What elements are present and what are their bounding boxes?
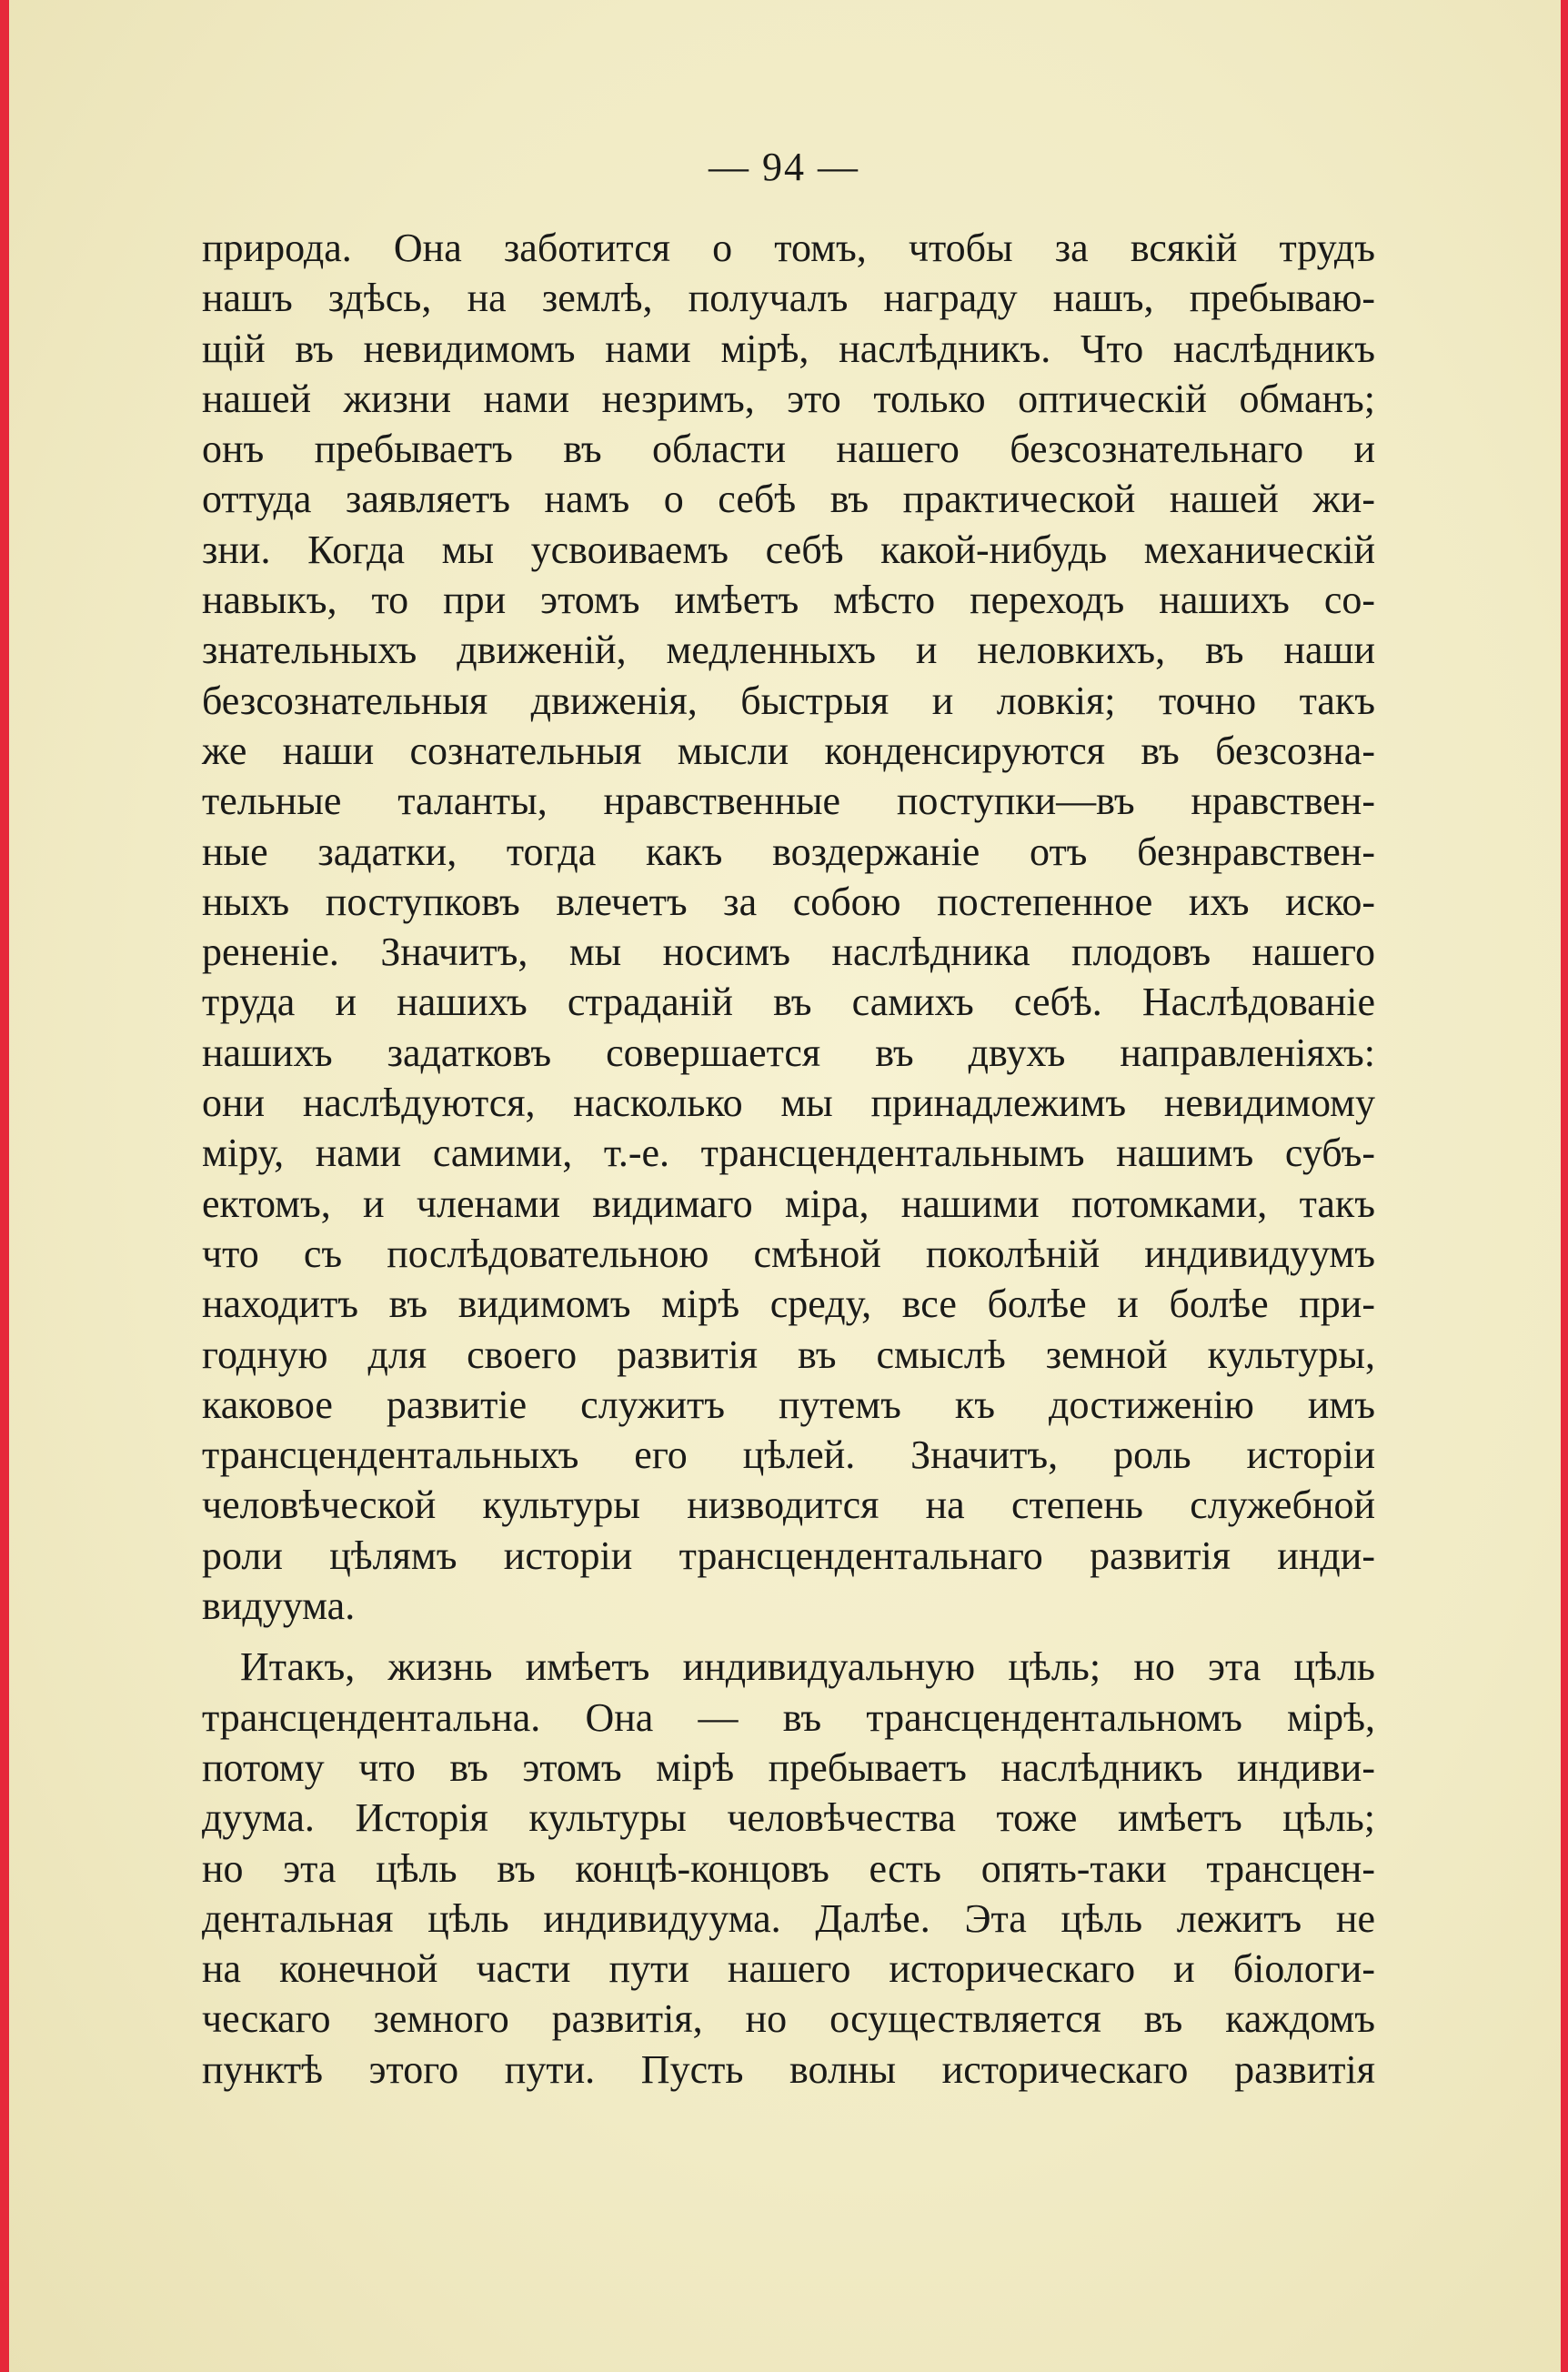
text-line: дуума. Исторія культуры человѣчества тоже имѣетъ цѣль;: [202, 1795, 1375, 1841]
text-line: нашихъ задатковъ совершается въ двухъ направленіяхъ:: [202, 1030, 1375, 1075]
text-line: трансцендентальна. Она — въ трансцендентальномъ мірѣ,: [202, 1694, 1375, 1740]
text-line: пунктѣ этого пути. Пусть волны историческаго развитія: [202, 2046, 1375, 2092]
text-line: нашей жизни нами незримъ, это только оптическій обманъ;: [202, 376, 1375, 421]
text-line: ныхъ поступковъ влечетъ за собою постепенное ихъ иско-: [202, 879, 1375, 924]
page-edge-right: [1561, 0, 1568, 2372]
text-line: тельные таланты, нравственные поступки—въ нравствен-: [202, 779, 1375, 824]
text-line: нашъ здѣсь, на землѣ, получалъ награду нашъ, пребываю-: [202, 276, 1375, 321]
text-line: роли цѣлямъ исторіи трансцендентальнаго развитія инди-: [202, 1533, 1375, 1578]
paragraph-gap: [202, 1631, 1375, 1642]
body-text: [202, 223, 1375, 2095]
text-line: трансцендентальныхъ его цѣлей. Значитъ, роль исторіи: [202, 1432, 1375, 1478]
text-line: человѣческой культуры низводится на степень служебной: [202, 1482, 1375, 1528]
text-line: онъ пребываетъ въ области нашего безсознательнаго и: [202, 427, 1375, 472]
text-line: природа. Она заботится о томъ, чтобы за всякій трудъ: [202, 226, 1375, 270]
text-line: ческаго земного развитія, но осуществляется въ каждомъ: [202, 1996, 1375, 2042]
text-line: ные задатки, тогда какъ воздержаніе отъ безнравствен-: [202, 829, 1375, 874]
text-line: Итакъ, жизнь имѣетъ индивидуальную цѣль; но эта цѣль: [240, 1644, 1375, 1690]
text-line: они наслѣдуются, насколько мы принадлежимъ невидимому: [202, 1080, 1375, 1126]
text-line: безсознательныя движенія, быстрыя и ловкія; точно такъ: [202, 678, 1375, 723]
text-line: оттуда заявляетъ намъ о себѣ въ практической нашей жи-: [202, 477, 1375, 522]
text-line: видуума.: [202, 1583, 356, 1629]
text-line: находитъ въ видимомъ мірѣ среду, все болѣе и болѣе при-: [202, 1281, 1375, 1327]
text-line: потому что въ этомъ мірѣ пребываетъ наслѣдникъ индиви-: [202, 1744, 1375, 1790]
text-line: ектомъ, и членами видимаго міра, нашими потомками, такъ: [202, 1181, 1375, 1226]
text-line: что съ послѣдовательною смѣной поколѣній индивидуумъ: [202, 1231, 1375, 1276]
text-line: дентальная цѣль индивидуума. Далѣе. Эта цѣль лежитъ не: [202, 1895, 1375, 1941]
page-edge-left: [0, 0, 9, 2372]
text-line: каковое развитіе служитъ путемъ къ достиженію имъ: [202, 1382, 1375, 1427]
text-line: знательныхъ движеній, медленныхъ и неловкихъ, въ наши: [202, 628, 1375, 673]
text-line: годную для своего развитія въ смыслѣ земной культуры,: [202, 1332, 1375, 1377]
text-line: рененіе. Значитъ, мы носимъ наслѣдника плодовъ нашего: [202, 930, 1375, 975]
text-line: но эта цѣль въ концѣ-концовъ есть опять-таки трансцен-: [202, 1845, 1375, 1891]
paragraph-2: [202, 1642, 1375, 2095]
text-line: навыкъ, то при этомъ имѣетъ мѣсто переходъ нашихъ со-: [202, 578, 1375, 623]
page-number: — 94 —: [709, 145, 859, 189]
text-line: же наши сознательныя мысли конденсируются въ безсозна-: [202, 728, 1375, 773]
text-line: щій въ невидимомъ нами мірѣ, наслѣдникъ. Что наслѣдникъ: [202, 326, 1375, 371]
paragraph-1: [202, 223, 1375, 1631]
text-line: зни. Когда мы усвоиваемъ себѣ какой-нибудь механическій: [202, 527, 1375, 572]
text-line: труда и нашихъ страданій въ самихъ себѣ. Наслѣдованіе: [202, 980, 1375, 1025]
text-line: міру, нами самими, т.-е. трансцендентальнымъ нашимъ субъ-: [202, 1131, 1375, 1176]
text-line: на конечной части пути нашего историческаго и біологи-: [202, 1946, 1375, 1992]
